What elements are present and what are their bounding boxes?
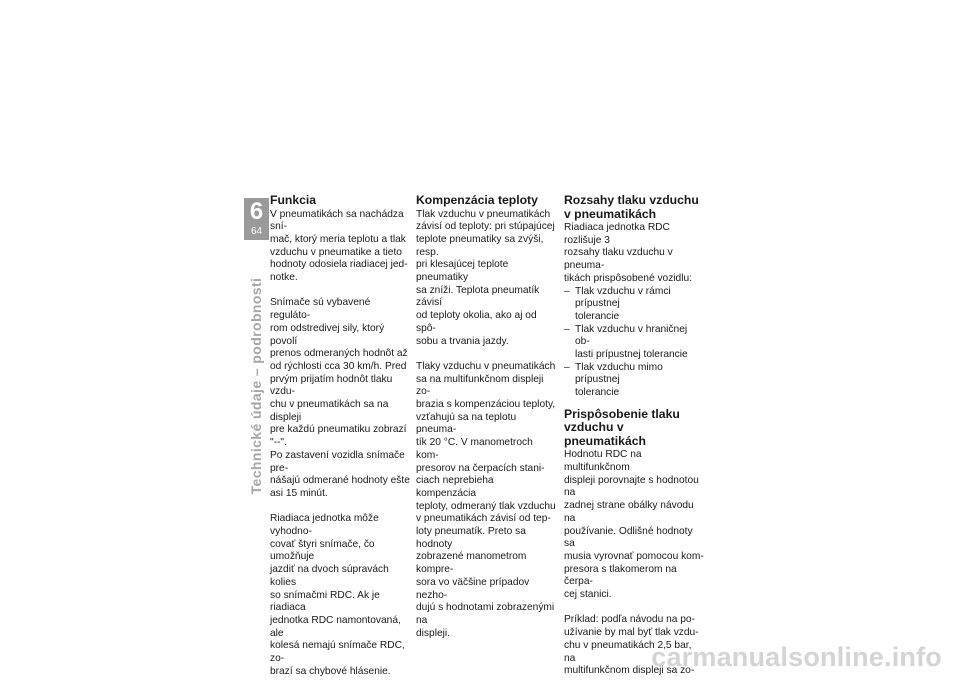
column-temperature-compensation [416,194,556,653]
pressure-range-list [564,286,704,400]
paragraph: Tlak vzduchu v pneumatikách závisí od teploty: pri stúpajúcej teplote pneumatiky sa zvýši, resp. pri klesajúcej teplote pneumatiky sa zníži. Teplota pneumatík závisí od teploty okolia, ako aj od spô- sobu a trvania jazdy. [416,208,555,347]
column-pressure-ranges [564,194,704,691]
list-item: – Tlak vzduchu v rámci prípustnej tolerancie [564,286,704,324]
paragraph: Príklad: podľa návodu na po- užívanie by mal byť tlak vzdu- chu v pneumatikách 2,5 bar, na multifunkčnom displeji sa zo- [564,614,699,677]
chapter-tab [244,198,269,240]
paragraph: V pneumatikách sa nachádza sní- mač, ktorý meria teplotu a tlak vzduchu v pneumatike a tieto hodnoty odosiela riadiacej jed- notke. [270,208,408,284]
paragraph: Hodnotu RDC na multifunkčnom displeji porovnajte s hodnotou na zadnej strane obálky návodu na používanie. Odlišné hodnoty sa musia vyrovnať pomocou kom- presora s tlakomerom na čerpa- cej stanici. [564,449,704,601]
chapter-number: 6 [249,198,264,225]
heading-pressure-adjustment: Prispôsobenie tlaku vzduchu v pneumatikách [564,406,680,448]
paragraph: Snímače sú vybavené reguláto- rom odstredivej sily, ktorý povolí prenos odmeraných hodnôt až od rýchlosti cca 30 km/h. Pred prvým prijatím hodnôt tlaku vzdu- chu v pneumatikách sa na displeji pre každú pneumatiku zobrazí "--". Po zastavení vozidla snímače pre- nášajú odmerané hodnoty ešte asi 15 minút. [270,297,410,499]
heading-function: Funkcia [270,193,317,207]
list-item: – Tlak vzduchu mimo prípustnej tolerancie [564,362,704,400]
paragraph: Riadiaca jednotka RDC rozlišuje 3 rozsahy tlaku vzduchu v pneuma- tikách prispôsobené vozidlu: [564,222,692,284]
heading-pressure-ranges: Rozsahy tlaku vzduchu v pneumatikách [564,193,699,221]
page-number: 64 [250,226,263,237]
heading-temperature-compensation: Kompenzácia teploty [416,193,538,207]
list-item: – Tlak vzduchu v hraničnej ob- lasti prípustnej tolerancie [564,324,704,362]
paragraph: Riadiaca jednotka môže vyhodno- covať štyri snímače, čo umožňuje jazdiť na dvoch súpravách kolies so snímačmi RDC. Ak je riadiaca jednotka RDC namontovaná, ale kolesá nemajú snímače RDC, zo- brazí sa chybové hlásenie. [270,513,405,677]
paragraph: Tlaky vzduchu v pneumatikách sa na multifunkčnom displeji zo- brazia s kompenzáciou teploty, vzťahujú sa na teplotu pneuma- tík 20 °C. V manometroch kom- presorov na čerpacích stani- ciach neprebieha kompenzácia teploty, odmeraný tlak vzduchu v pneumatikách závisí od tep- loty pneumatík. Preto sa hodnoty zobrazené manometrom kompre- sora vo väčšine prípadov nezho- dujú s hodnotami zobrazenými na displeji. [416,360,556,639]
chapter-side-title: Technické údaje – podrobnosti [248,277,264,495]
watermark: carmanualsonline.info [651,642,942,672]
column-function [270,194,410,691]
